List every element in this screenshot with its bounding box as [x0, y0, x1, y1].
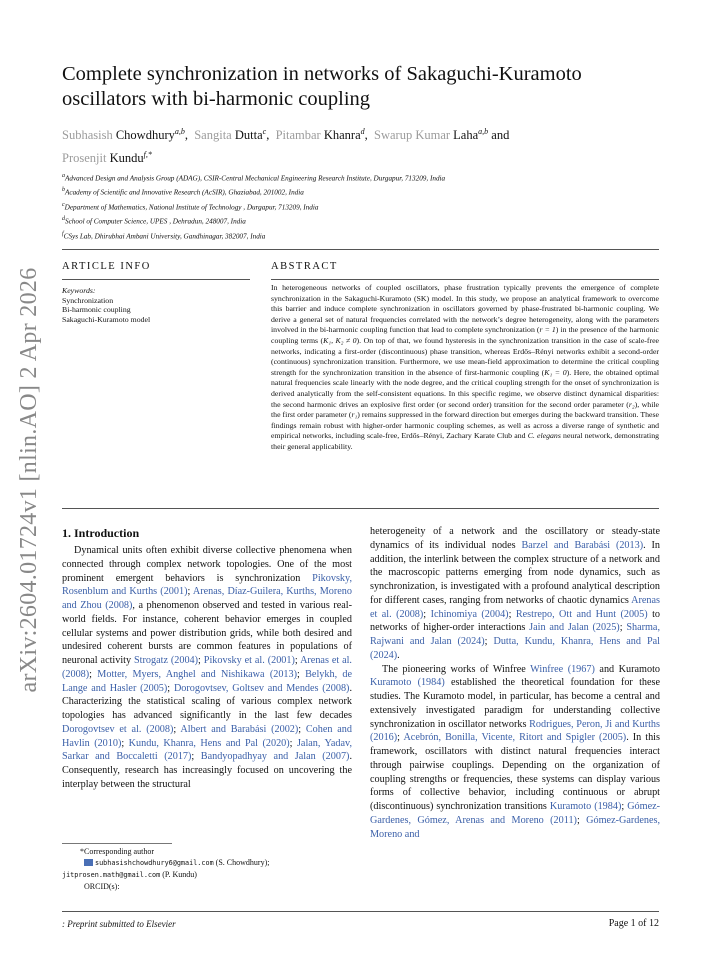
keywords [62, 286, 262, 324]
citation-link[interactable]: Arenas et al. (2008) [62, 655, 352, 680]
citation-link[interactable]: Barzel and Barabási (2013) [521, 539, 644, 551]
author: Prosenjit Kundu$^{f,*}$ [62, 150, 152, 166]
keywords-label: Keywords: [62, 286, 96, 295]
paragraph: The pioneering works of Winfree Winfree (1967) and Kuramoto Kuramoto (1984) established the theoretical foundation for these studies. The Kuramoto model, in particular, has become a central and extensively investigated paradigm for understanding collective synchronization in oscillator networks Rodrigues, Peron, Ji and Kurths (2016); Acebrón, Bonilla, Vicente, Ritort and Spigler (2005). In this framework, oscillators with distinct natural frequencies interact through pairwise couplings. Depending on the organization of coupling strengths or frequencies, these systems can display various forms of collective behavior, including continuous or abrupt (discontinuous) synchronization transitions Kuramoto (1984); Gómez-Gardenes, Gómez, Arenas and Moreno (2011); Gómez-Gardenes, Moreno and [370, 663, 661, 840]
citation-link[interactable]: Dutta, Kundu, Khanra, Hens and Pal (2024) [370, 636, 660, 661]
author: Sangita Dutta$^c$ [194, 127, 267, 143]
affiliation: $^c$Department of Mathematics, National Institute of Technology , Durgapur, 713209, India [62, 201, 319, 212]
citation-link[interactable]: Strogatz (2004) [134, 655, 199, 666]
email-link[interactable]: subhasishchowdhury6@gmail.com [95, 859, 214, 867]
abstract-heading: ABSTRACT [271, 261, 338, 272]
author: Subhasish Chowdhury$^{a,b}$ [62, 127, 185, 143]
citation-link[interactable]: Belykh, de Lange and Hasler (2005) [62, 668, 353, 694]
citation-link[interactable]: Pikovsky et al. (2001) [203, 655, 295, 666]
keyword: Bi-harmonic coupling [62, 305, 131, 315]
author: Swarup Kumar Laha$^{a,b}$ [374, 127, 489, 143]
paragraph: heterogeneity of a network and the oscillatory or steady-state dynamics of its individual nodes Barzel and Barabási (2013). In addition, the interlink between the complex structure of a network and the macroscopic patterns emerging from node dynamics, such as synchronization, is investigated with a profound analytical description for different cases, ranging from networks of chaotic dynamics Arenas et al. (2008); Ichinomiya (2004); Restrepo, Ott and Hunt (2005) to networks of higher-order interactions Jain and Jalan (2025); Sharma, Rajwani and Jalan (2024); Dutta, Kundu, Khanra, Hens and Pal (2024). [370, 526, 661, 661]
intro-right-column [370, 525, 660, 841]
citation-link[interactable]: Bandyopadhyay and Jalan (2007) [200, 751, 350, 763]
footnote-rule [62, 843, 172, 844]
citation-link[interactable]: Kuramoto (1984) [370, 677, 445, 689]
citation-link[interactable]: Albert and Barabási (2002) [180, 723, 299, 735]
citation-link[interactable]: Kuramoto (1984) [549, 801, 622, 812]
keyword: Synchronization [62, 295, 114, 305]
title-line-1: Complete synchronization in networks of Sakaguchi-Kuramoto [62, 63, 582, 85]
citation-link[interactable]: Jain and Jalan (2025) [529, 622, 620, 634]
citation-link[interactable]: Acebrón, Bonilla, Vicente, Ritort and Spigler (2005) [403, 732, 627, 744]
keyword: Sakaguchi-Kuramoto model [62, 314, 151, 324]
citation-link[interactable]: Winfree (1967) [530, 663, 595, 675]
affiliation: $^d$School of Computer Science, UPES , Dehradun, 248007, India [62, 216, 246, 226]
affiliations [62, 170, 682, 242]
affiliation: $^f$CSys Lab, Dhirubhai Ambani University, Gandhinagar, 382007, India [62, 230, 266, 240]
envelope-icon [84, 859, 93, 866]
divider [271, 279, 659, 280]
title-line-2: oscillators with bi-harmonic coupling [62, 88, 371, 110]
citation-link[interactable]: Rodrigues, Peron, Ji and Kurths (2016) [370, 718, 660, 744]
citation-link[interactable]: Motter, Myers, Anghel and Nishikawa (2013) [97, 668, 298, 680]
footnote [62, 846, 352, 892]
preprint-note: : Preprint submitted to Elsevier [62, 919, 176, 929]
footer-divider [62, 911, 659, 912]
citation-link[interactable]: Gómez-Gardenes, Gómez, Arenas and Moreno (2011) [370, 801, 660, 826]
paper-title [62, 62, 662, 112]
abstract-body: In heterogeneous networks of coupled oscillators, phase frustration typically prevents the emergence of complete synchronization in the Sakaguchi-Kuramoto (SK) model. In this study, we propose an analytical framework to overcome this barrier and induce complete synchronization in oscillators governed by phase-frustrated bi-harmonic coupling. We derive a general set of natural frequencies correlated with the network’s degree heterogeneity, along with the parameters involved in the bi-harmonic coupling function that lead to complete synchronization (r = 1) in the presence of the harmonic coupling terms (K₁, K₂ ≠ 0). On top of that, we found hysteresis in the synchronization transition in the case of scale-free networks, indicating a first-order (discontinuous) phase transition, whereas Erdős–Rényi networks exhibit a second-order (continuous) synchronization transition. Furthermore, we use mean-field approximation to determine the critical coupling strength for the synchronization transition in the absence of first-harmonic coupling (K₁ = 0). Here, the obtained optimal natural frequencies scale linearly with the node degree, and the critical coupling strength for the onset of synchronization is derived analytically from the self-consistent equations. In this specific regime, we observe distinct dynamical disparities: the second harmonic drives an explosive first order (or second order) transition for the second order parameter (r₂), while the first order parameter (r₁) remains suppressed in the forward direction but emerges during the backward transition. These findings remain robust with higher-order harmonic coupling schemes, as well as across a diverse range of synthetic and empirical networks, including scale-free, Erdős–Rényi, Zachary Karate Club and C. elegans neural network, demonstrating their general applicability. [271, 283, 660, 451]
citation-link[interactable]: Dorogovtsev et al. (2008) [62, 723, 174, 735]
citation-link[interactable]: Restrepo, Ott and Hunt (2005) [515, 608, 648, 620]
paragraph: Dynamical units often exhibit diverse collective phenomena when connected through complex network topologies. One of the most prominent emergent behaviors is synchronization Pikovsky, Rosenblum and Kurths (2001); Arenas, Díaz-Guilera, Kurths, Moreno and Zhou (2008), a phenomenon observed and tested in various real-world fields. For instance, coherent behavior emerges in coupled cellular systems and power distribution grids, while both desired and undesired coherent bursts are common features in populations of neuronal activity Strogatz (2004); Pikovsky et al. (2001); Arenas et al. (2008); Motter, Myers, Anghel and Nishikawa (2013); Belykh, de Lange and Hasler (2005); Dorogovtsev, Goltsev and Mendes (2008). Characterizing the statistical scaling of various complex network topologies has advanced significantly in the last few decades Dorogovtsev et al. (2008); Albert and Barabási (2002); Cohen and Havlin (2010); Kundu, Khanra, Hens and Pal (2020); Jalan, Yadav, Sarkar and Boccaletti (2017); Bandyopadhyay and Jalan (2007). Consequently, research has increasingly focused on uncovering the interplay between the structural [62, 545, 353, 790]
orcid-label: ORCID(s): [84, 882, 120, 891]
divider [62, 249, 659, 250]
email-link[interactable]: jitprosen.math@gmail.com [62, 871, 161, 879]
citation-link[interactable]: Sharma, Rajwani and Jalan (2024) [370, 622, 660, 647]
article-info-heading: ARTICLE INFO [62, 261, 151, 272]
arxiv-side-label: arXiv:2604.01724v1 [nlin.AO] 2 Apr 2026 [16, 267, 42, 693]
citation-link[interactable]: Jalan, Yadav, Sarkar and Boccaletti (2017) [62, 737, 352, 763]
citation-link[interactable]: Gómez-Gardenes, Moreno and [370, 814, 660, 840]
affiliation: $^b$Academy of Scientific and Innovative Research (AcSIR), Ghaziabad, 201002, India [62, 187, 304, 197]
divider [62, 279, 250, 280]
author: Pitambar Khanra$^d$ [275, 127, 365, 143]
divider [62, 508, 659, 509]
email-line: subhasishchowdhury6@gmail.com (S. Chowdhury); [62, 857, 352, 869]
email-line: jitprosen.math@gmail.com (P. Kundu) [62, 870, 197, 879]
intro-left-column [62, 544, 352, 792]
citation-link[interactable]: Ichinomiya (2004) [430, 608, 509, 620]
page-number: Page 1 of 12 [608, 918, 659, 929]
citation-link[interactable]: Dorogovtsev, Goltsev and Mendes (2008) [173, 682, 350, 694]
citation-link[interactable]: Arenas et al. (2008) [370, 594, 660, 620]
citation-link[interactable]: Arenas, Díaz-Guilera, Kurths, Moreno and Zhou (2008) [62, 586, 352, 611]
citation-link[interactable]: Cohen and Havlin (2010) [62, 723, 352, 749]
author-list: Subhasish Chowdhury$^{a,b}$, Sangita Dutta$^c$, Pitambar Khanra$^d$, Swarup Kumar Laha$^{a,b}$ and Prosenjit Kundu$^{f,*}$ [62, 127, 510, 166]
citation-link[interactable]: Kundu, Khanra, Hens and Pal (2020) [128, 737, 290, 749]
section-heading: 1. Introduction [62, 526, 140, 540]
corresponding-author: *Corresponding author [80, 847, 154, 856]
citation-link[interactable]: Pikovsky, Rosenblum and Kurths (2001) [62, 572, 352, 598]
affiliation: $^a$Advanced Design and Analysis Group (ADAG), CSIR-Central Mechanical Engineering Research Institute, Durgapur, 713209, India [62, 173, 446, 183]
